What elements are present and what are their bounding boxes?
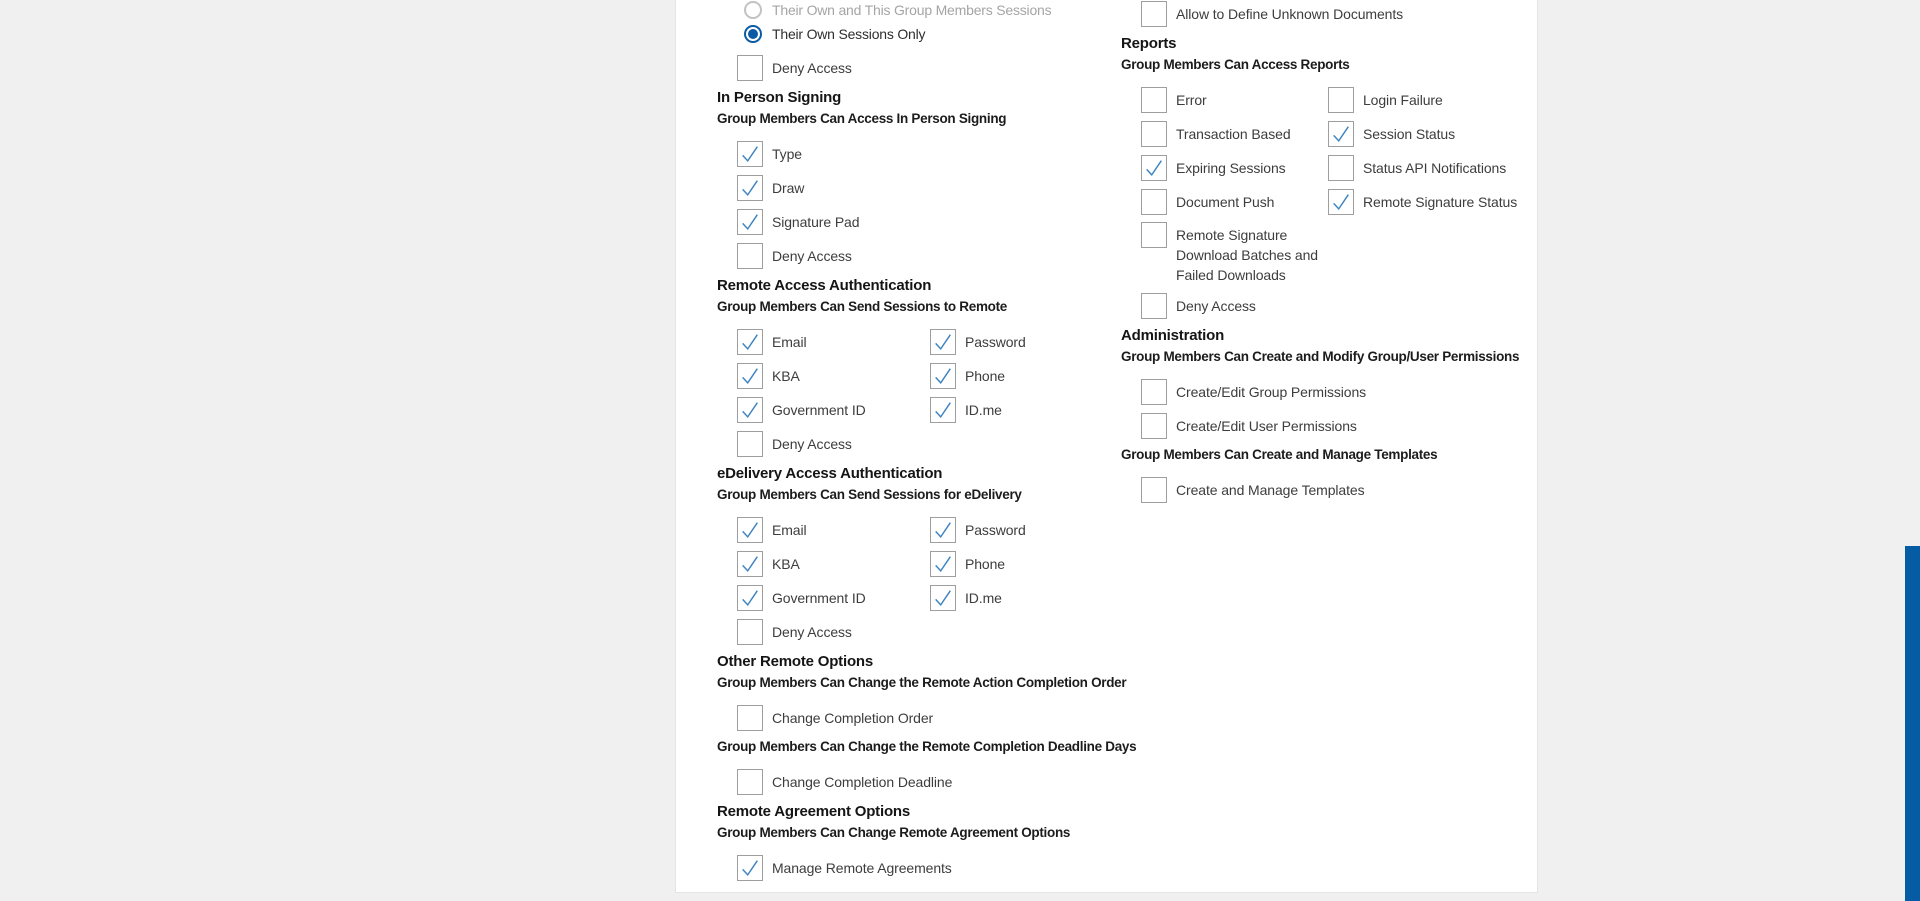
radio-label: Their Own Sessions Only: [772, 26, 926, 42]
checkbox-row-deny-access: [737, 242, 1117, 269]
section-subheader-group-members-can-create-and-manage-temp: Group Members Can Create and Manage Templates: [1121, 447, 1438, 462]
checkbox-remote-signature-download-batches-and-fa[interactable]: [1141, 222, 1167, 248]
checkbox-label: Document Push: [1176, 193, 1275, 210]
checkbox-row-login-failure: [1328, 86, 1535, 113]
checkbox-document-push[interactable]: [1141, 189, 1167, 215]
checkbox-allow-to-define-unknown-documents[interactable]: [1141, 1, 1167, 27]
checkbox-id-me[interactable]: [930, 585, 956, 611]
checkbox-row-phone: [930, 362, 1117, 389]
checkbox-email[interactable]: [737, 517, 763, 543]
checkbox-row-id-me: [930, 396, 1117, 423]
radio-label: Their Own and This Group Members Sessions: [772, 2, 1052, 18]
checkbox-grid: [737, 328, 1117, 457]
section-header-administration: Administration: [1121, 327, 1225, 344]
checkbox-label: KBA: [772, 555, 800, 572]
permissions-column-left: [717, 0, 1137, 888]
checkbox-label: Deny Access: [1176, 297, 1256, 314]
checkbox-row-manage-remote-agreements: [737, 854, 1117, 881]
checkbox-row-expiring-sessions: [1141, 154, 1328, 181]
checkbox-label: Phone: [965, 555, 1005, 572]
checkbox-create-edit-user-permissions[interactable]: [1141, 413, 1167, 439]
checkbox-id-me[interactable]: [930, 397, 956, 423]
checkbox-row-allow-to-define-unknown-documents: [1141, 0, 1535, 27]
checkbox-row-government-id: [737, 396, 930, 423]
check-icon: [739, 857, 761, 879]
check-icon: [739, 587, 761, 609]
checkbox-remote-signature-status[interactable]: [1328, 189, 1354, 215]
checkbox-row-id-me: [930, 584, 1117, 611]
checkbox-row-create-edit-group-permissions: [1141, 378, 1535, 405]
empty-cell: [930, 618, 1117, 645]
checkbox-label: Email: [772, 521, 807, 538]
checkbox-row-document-push: [1141, 188, 1328, 215]
checkbox-label: Create and Manage Templates: [1176, 481, 1365, 498]
checkbox-deny-access[interactable]: [1141, 293, 1167, 319]
check-icon: [1330, 123, 1352, 145]
checkbox-label: ID.me: [965, 589, 1002, 606]
checkbox-change-completion-deadline[interactable]: [737, 769, 763, 795]
checkbox-government-id[interactable]: [737, 585, 763, 611]
section-subheader-group-members-can-change-remote-agreemen: Group Members Can Change Remote Agreement Options: [717, 825, 1071, 840]
checkbox-kba[interactable]: [737, 363, 763, 389]
checkbox-label: Deny Access: [772, 59, 852, 76]
checkbox-label: Expiring Sessions: [1176, 159, 1286, 176]
checkbox-row-password: [930, 516, 1117, 543]
section-subheader-group-members-can-change-the-remote-acti: Group Members Can Change the Remote Action Completion Order: [717, 675, 1127, 690]
checkbox-label: Status API Notifications: [1363, 159, 1507, 176]
checkbox-label: Transaction Based: [1176, 125, 1291, 142]
check-icon: [739, 331, 761, 353]
empty-cell: [930, 430, 1117, 457]
check-icon: [932, 365, 954, 387]
checkbox-label: Change Completion Order: [772, 709, 934, 726]
checkbox-row-change-completion-order: [737, 704, 1117, 731]
checkbox-row-email: [737, 516, 930, 543]
checkbox-row-deny-access: [737, 54, 1117, 81]
checkbox-phone[interactable]: [930, 363, 956, 389]
checkbox-label: Create/Edit Group Permissions: [1176, 383, 1367, 400]
checkbox-signature-pad[interactable]: [737, 209, 763, 235]
check-icon: [932, 519, 954, 541]
radio-button-their-own-and-this-group-members-session[interactable]: [744, 1, 762, 19]
checkbox-email[interactable]: [737, 329, 763, 355]
checkbox-row-phone: [930, 550, 1117, 577]
check-icon: [739, 143, 761, 165]
checkbox-phone[interactable]: [930, 551, 956, 577]
checkbox-login-failure[interactable]: [1328, 87, 1354, 113]
section-header-edelivery-access-authentication: eDelivery Access Authentication: [717, 465, 943, 482]
check-icon: [739, 553, 761, 575]
check-icon: [932, 587, 954, 609]
checkbox-row-government-id: [737, 584, 930, 611]
checkbox-expiring-sessions[interactable]: [1141, 155, 1167, 181]
checkbox-row-change-completion-deadline: [737, 768, 1117, 795]
checkbox-row-create-edit-user-permissions: [1141, 412, 1535, 439]
checkbox-row-deny-access: [1141, 292, 1328, 319]
checkbox-transaction-based[interactable]: [1141, 121, 1167, 147]
section-subheader-group-members-can-send-sessions-to-remot: Group Members Can Send Sessions to Remote: [717, 299, 1008, 314]
checkbox-label: Deny Access: [772, 435, 852, 452]
checkbox-label: Email: [772, 333, 807, 350]
checkbox-row-remote-signature-download-batches-and-fa: [1141, 222, 1328, 285]
checkbox-status-api-notifications[interactable]: [1328, 155, 1354, 181]
checkbox-label: ID.me: [965, 401, 1002, 418]
checkbox-label: KBA: [772, 367, 800, 384]
section-header-in-person-signing: In Person Signing: [717, 89, 842, 106]
checkbox-label: Password: [965, 333, 1026, 350]
checkbox-label: Remote Signature Status: [1363, 193, 1518, 210]
checkbox-label: Draw: [772, 179, 805, 196]
checkbox-change-completion-order[interactable]: [737, 705, 763, 731]
group-permissions-panel: [675, 0, 1538, 893]
checkbox-grid: [737, 516, 1117, 645]
radio-row-their-own-sessions-only: [744, 24, 1117, 44]
checkbox-label: Change Completion Deadline: [772, 773, 953, 790]
section-header-remote-agreement-options: Remote Agreement Options: [717, 803, 911, 820]
checkbox-type[interactable]: [737, 141, 763, 167]
checkbox-label: Login Failure: [1363, 91, 1443, 108]
section-subheader-group-members-can-create-and-modify-grou: Group Members Can Create and Modify Group/User Permissions: [1121, 349, 1520, 364]
checkbox-label: Allow to Define Unknown Documents: [1176, 5, 1404, 22]
check-icon: [739, 399, 761, 421]
checkbox-row-status-api-notifications: [1328, 154, 1535, 181]
checkbox-row-deny-access: [737, 430, 930, 457]
checkbox-row-remote-signature-status: [1328, 188, 1535, 215]
permissions-column-right: [1121, 0, 1535, 510]
checkbox-password[interactable]: [930, 329, 956, 355]
empty-cell: [1328, 292, 1535, 319]
checkbox-label: Password: [965, 521, 1026, 538]
check-icon: [932, 399, 954, 421]
check-icon: [739, 519, 761, 541]
checkbox-row-draw: [737, 174, 1117, 201]
checkbox-session-status[interactable]: [1328, 121, 1354, 147]
checkbox-label: Government ID: [772, 401, 866, 418]
section-header-other-remote-options: Other Remote Options: [717, 653, 874, 670]
section-header-reports: Reports: [1121, 35, 1177, 52]
checkbox-row-transaction-based: [1141, 120, 1328, 147]
empty-cell: [1328, 222, 1535, 285]
checkbox-deny-access[interactable]: [737, 55, 763, 81]
checkbox-label: Type: [772, 145, 802, 162]
checkbox-deny-access[interactable]: [737, 619, 763, 645]
checkbox-password[interactable]: [930, 517, 956, 543]
checkbox-grid: [1141, 86, 1535, 319]
checkbox-label: Error: [1176, 91, 1207, 108]
checkbox-manage-remote-agreements[interactable]: [737, 855, 763, 881]
checkbox-label: Manage Remote Agreements: [772, 859, 952, 876]
check-icon: [739, 211, 761, 233]
checkbox-row-kba: [737, 550, 930, 577]
checkbox-row-kba: [737, 362, 930, 389]
checkbox-deny-access[interactable]: [737, 243, 763, 269]
checkbox-row-signature-pad: [737, 208, 1117, 235]
checkbox-create-edit-group-permissions[interactable]: [1141, 379, 1167, 405]
checkbox-label: Create/Edit User Permissions: [1176, 417, 1357, 434]
checkbox-kba[interactable]: [737, 551, 763, 577]
section-subheader-group-members-can-send-sessions-for-edel: Group Members Can Send Sessions for eDelivery: [717, 487, 1022, 502]
checkbox-create-and-manage-templates[interactable]: [1141, 477, 1167, 503]
checkbox-draw[interactable]: [737, 175, 763, 201]
checkbox-label: Remote Signature Download Batches and Failed Downloads: [1176, 227, 1318, 283]
checkbox-row-session-status: [1328, 120, 1535, 147]
section-subheader-group-members-can-access-in-person-signi: Group Members Can Access In Person Signing: [717, 111, 1007, 126]
check-icon: [932, 553, 954, 575]
check-icon: [739, 177, 761, 199]
checkbox-label: Government ID: [772, 589, 866, 606]
checkbox-row-deny-access: [737, 618, 930, 645]
checkbox-row-error: [1141, 86, 1328, 113]
checkbox-label: Deny Access: [772, 247, 852, 264]
radio-button-their-own-sessions-only[interactable]: [744, 25, 762, 43]
check-icon: [932, 331, 954, 353]
checkbox-label: Phone: [965, 367, 1005, 384]
checkbox-row-password: [930, 328, 1117, 355]
check-icon: [1330, 191, 1352, 213]
radio-row-their-own-and-this-group-members-session: [744, 0, 1117, 20]
window-edge-strip: [1905, 546, 1920, 901]
section-subheader-group-members-can-change-the-remote-comp: Group Members Can Change the Remote Completion Deadline Days: [717, 739, 1137, 754]
checkbox-row-create-and-manage-templates: [1141, 476, 1535, 503]
checkbox-label: Signature Pad: [772, 213, 860, 230]
checkbox-row-type: [737, 140, 1117, 167]
checkbox-error[interactable]: [1141, 87, 1167, 113]
check-icon: [739, 365, 761, 387]
check-icon: [1143, 157, 1165, 179]
checkbox-government-id[interactable]: [737, 397, 763, 423]
checkbox-row-email: [737, 328, 930, 355]
section-header-remote-access-authentication: Remote Access Authentication: [717, 277, 932, 294]
checkbox-label: Session Status: [1363, 125, 1455, 142]
checkbox-deny-access[interactable]: [737, 431, 763, 457]
section-subheader-group-members-can-access-reports: Group Members Can Access Reports: [1121, 57, 1350, 72]
checkbox-label: Deny Access: [772, 623, 852, 640]
